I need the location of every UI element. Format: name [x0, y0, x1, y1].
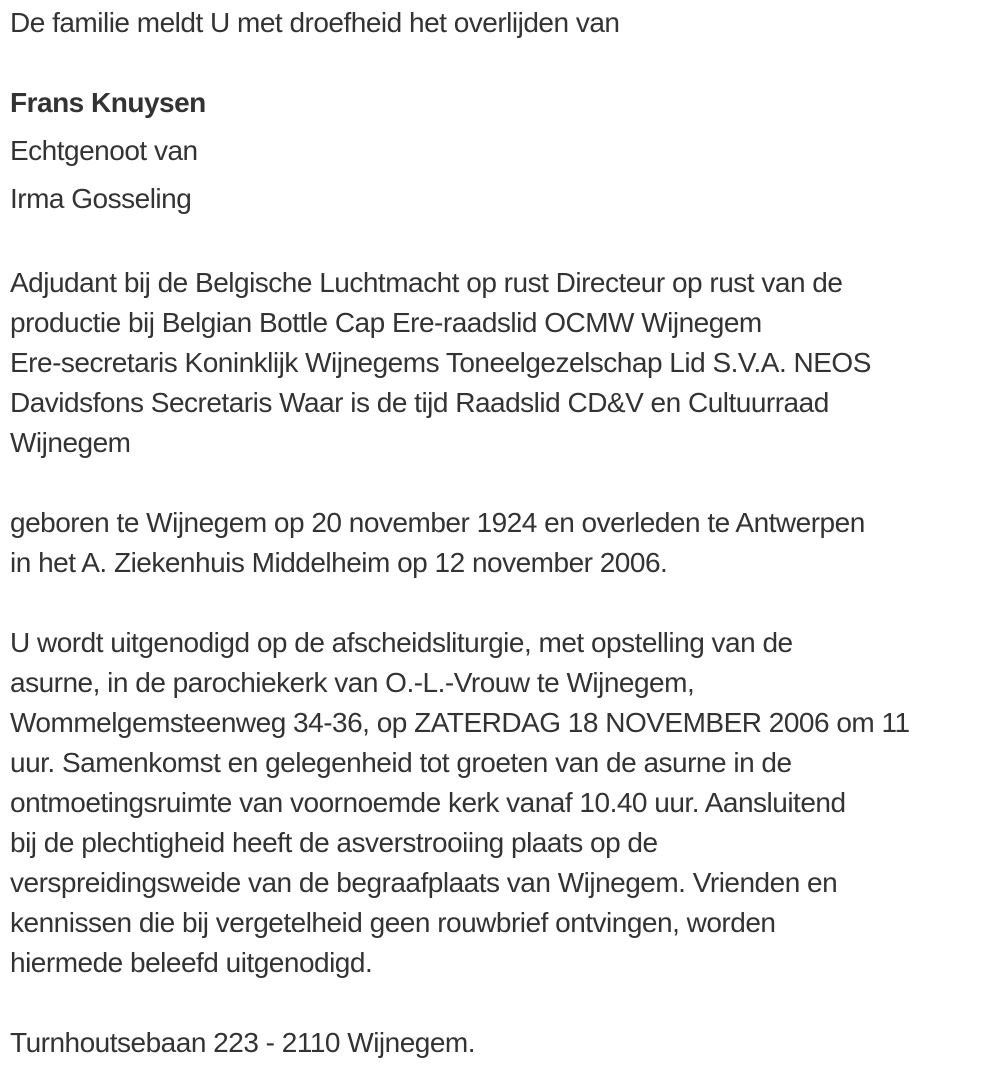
- address-line: [10, 1023, 990, 1063]
- text-line: U wordt uitgenodigd op de afscheidsliturgie, met opstelling van de: [10, 627, 793, 658]
- text-line: hiermede beleefd uitgenodigd.: [10, 947, 373, 978]
- text-line: Adjudant bij de Belgische Luchtmacht op rust Directeur op rust van de: [10, 267, 843, 298]
- text-line: kennissen die bij vergetelheid geen rouwbrief ontvingen, worden: [10, 907, 776, 938]
- intro-line: [10, 3, 990, 43]
- spouse-name: Irma Gosseling: [10, 183, 192, 214]
- text-line: uur. Samenkomst en gelegenheid tot groeten van de asurne in de: [10, 747, 792, 778]
- text-line: Wommelgemsteenweg 34-36, op ZATERDAG 18 NOVEMBER 2006 om 11: [10, 707, 910, 738]
- text-line: Ere-secretaris Koninklijk Wijnegems Toneelgezelschap Lid S.V.A. NEOS: [10, 347, 871, 378]
- titles-paragraph: [10, 263, 990, 463]
- birth-death-paragraph: [10, 503, 990, 583]
- deceased-name: Frans Knuysen: [10, 87, 206, 118]
- text-line: verspreidingsweide van de begraafplaats van Wijnegem. Vrienden en: [10, 867, 838, 898]
- text-line: ontmoetingsruimte van voornoemde kerk vanaf 10.40 uur. Aansluitend: [10, 787, 846, 818]
- text-line: productie bij Belgian Bottle Cap Ere-raadslid OCMW Wijnegem: [10, 307, 762, 338]
- text-line: bij de plechtigheid heeft de asverstrooiing plaats op de: [10, 827, 658, 858]
- ceremony-paragraph: [10, 623, 990, 983]
- deceased-block: [10, 83, 990, 219]
- text-line: Wijnegem: [10, 427, 131, 458]
- relation-label: Echtgenoot van: [10, 135, 198, 166]
- text-line: geboren te Wijnegem op 20 november 1924 en overleden te Antwerpen: [10, 507, 865, 538]
- text-line: Davidsfons Secretaris Waar is de tijd Raadslid CD&V en Cultuurraad: [10, 387, 829, 418]
- intro-text: De familie meldt U met droefheid het overlijden van: [10, 7, 620, 38]
- text-line: in het A. Ziekenhuis Middelheim op 12 november 2006.: [10, 547, 668, 578]
- text-line: asurne, in de parochiekerk van O.-L.-Vrouw te Wijnegem,: [10, 667, 695, 698]
- address-text: Turnhoutsebaan 223 - 2110 Wijnegem.: [10, 1027, 476, 1058]
